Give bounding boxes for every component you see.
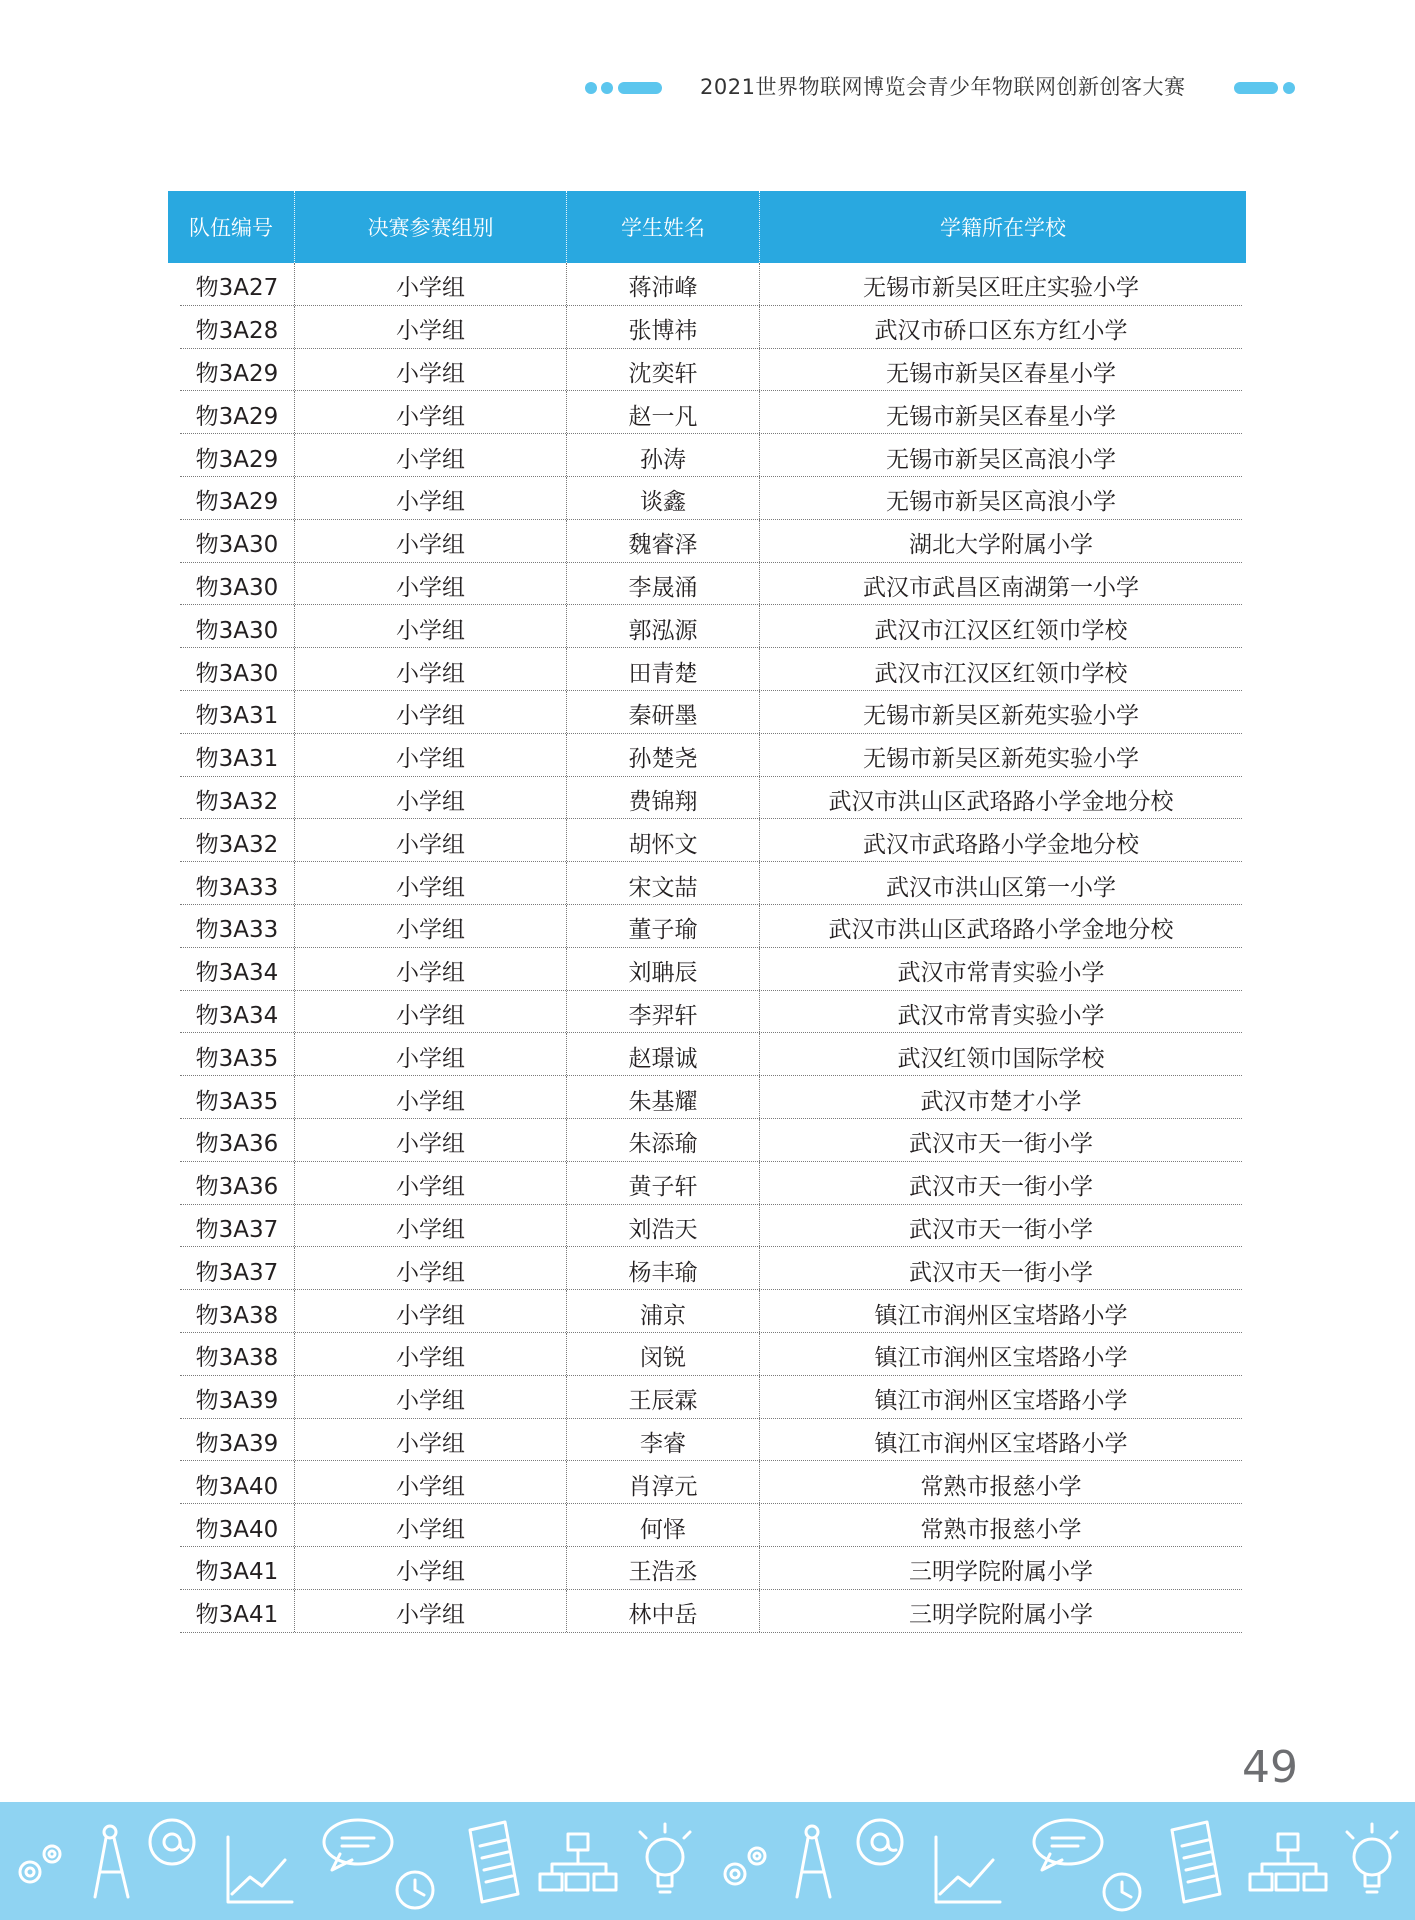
flowchart-icon: [540, 1834, 616, 1890]
cell-school: 无锡市新吴区春星小学: [759, 391, 1242, 433]
cell-student-name: 肖淳元: [566, 1461, 759, 1503]
speech-bubble-icon: [1034, 1820, 1102, 1870]
table-row: [180, 991, 1242, 1034]
cell-school: 武汉市洪山区武珞路小学金地分校: [759, 777, 1242, 819]
cell-student-name: 朱添瑜: [566, 1119, 759, 1161]
cell-school: 无锡市新吴区新苑实验小学: [759, 691, 1242, 733]
cell-team-id: 物3A34: [195, 1002, 279, 1029]
cell-group: 小学组: [294, 734, 566, 776]
cell-school: 武汉市硚口区东方红小学: [759, 306, 1242, 348]
cell-group: 小学组: [294, 1376, 566, 1418]
cell-school: 武汉市洪山区第一小学: [759, 862, 1242, 904]
table-row: [180, 1076, 1242, 1119]
cell-school: 镇江市润州区宝塔路小学: [759, 1376, 1242, 1418]
cell-student-name: 李晟涌: [566, 563, 759, 605]
cell-group: 小学组: [294, 1290, 566, 1332]
cell-school: 武汉市洪山区武珞路小学金地分校: [759, 905, 1242, 947]
at-sign-icon: [150, 1820, 194, 1864]
cell-group: 小学组: [294, 1119, 566, 1161]
cell-school: 武汉市楚才小学: [759, 1076, 1242, 1118]
cell-group: 小学组: [294, 691, 566, 733]
cell-team-id: 物3A33: [195, 917, 279, 944]
cell-school: 无锡市新吴区春星小学: [759, 349, 1242, 391]
cell-team-id: 物3A41: [195, 1602, 279, 1629]
cell-group: 小学组: [294, 905, 566, 947]
table-row: [180, 1033, 1242, 1076]
cell-team-id: 物3A30: [195, 532, 279, 559]
cell-group: 小学组: [294, 1076, 566, 1118]
header-title: 2021世界物联网博览会青少年物联网创新创客大赛: [700, 75, 1186, 99]
table-row: [180, 1504, 1242, 1547]
cell-student-name: 闵锐: [566, 1333, 759, 1375]
cell-school: 无锡市新吴区新苑实验小学: [759, 734, 1242, 776]
table-row: [180, 306, 1242, 349]
cell-group: 小学组: [294, 434, 566, 476]
table-row: [180, 1205, 1242, 1248]
cell-team-id: 物3A32: [195, 788, 279, 815]
cell-group: 小学组: [294, 1033, 566, 1075]
cell-student-name: 王浩丞: [566, 1547, 759, 1589]
cell-student-name: 魏睿泽: [566, 520, 759, 562]
cell-group: 小学组: [294, 1590, 566, 1632]
cell-school: 武汉市天一街小学: [759, 1162, 1242, 1204]
line-chart-icon: [228, 1837, 292, 1902]
cell-group: 小学组: [294, 263, 566, 305]
cell-school: 武汉市江汉区红领巾学校: [759, 605, 1242, 647]
table-row: [180, 1419, 1242, 1462]
cell-team-id: 物3A29: [195, 446, 279, 473]
document-icon: [470, 1822, 518, 1902]
cell-student-name: 浦京: [566, 1290, 759, 1332]
cell-school: 湖北大学附属小学: [759, 520, 1242, 562]
cell-team-id: 物3A38: [195, 1345, 279, 1372]
lightbulb-icon: [640, 1824, 690, 1892]
header-deco-dot: [601, 82, 613, 94]
cell-student-name: 孙涛: [566, 434, 759, 476]
cell-student-name: 张博祎: [566, 306, 759, 348]
clock-icon: [397, 1872, 433, 1908]
cell-team-id: 物3A31: [195, 703, 279, 730]
cell-team-id: 物3A37: [195, 1259, 279, 1286]
cell-team-id: 物3A39: [195, 1388, 279, 1415]
cell-team-id: 物3A30: [195, 617, 279, 644]
cell-group: 小学组: [294, 777, 566, 819]
cell-team-id: 物3A37: [195, 1216, 279, 1243]
cell-team-id: 物3A28: [195, 318, 279, 345]
cell-student-name: 赵璟诚: [566, 1033, 759, 1075]
cell-team-id: 物3A29: [195, 360, 279, 387]
table-row: [180, 862, 1242, 905]
table-row: [180, 391, 1242, 434]
cell-student-name: 谈鑫: [566, 477, 759, 519]
table-row: [180, 1461, 1242, 1504]
cell-group: 小学组: [294, 349, 566, 391]
cell-student-name: 赵一凡: [566, 391, 759, 433]
cell-group: 小学组: [294, 862, 566, 904]
line-chart-icon: [936, 1837, 1000, 1902]
cell-school: 三明学院附属小学: [759, 1590, 1242, 1632]
cell-team-id: 物3A35: [195, 1088, 279, 1115]
cell-group: 小学组: [294, 991, 566, 1033]
table-header: [168, 191, 1246, 263]
cell-group: 小学组: [294, 1162, 566, 1204]
cell-group: 小学组: [294, 1419, 566, 1461]
cell-student-name: 胡怀文: [566, 819, 759, 861]
cell-student-name: 朱基耀: [566, 1076, 759, 1118]
table-row: [180, 1162, 1242, 1205]
col-header-team-id: 队伍编号: [189, 216, 273, 240]
cell-school: 常熟市报慈小学: [759, 1461, 1242, 1503]
cell-group: 小学组: [294, 605, 566, 647]
table-row: [180, 948, 1242, 991]
cell-group: 小学组: [294, 1461, 566, 1503]
cell-school: 武汉市天一街小学: [759, 1119, 1242, 1161]
table-row: [180, 349, 1242, 392]
cell-group: 小学组: [294, 648, 566, 690]
table-row: [180, 477, 1242, 520]
cell-school: 武汉市天一街小学: [759, 1247, 1242, 1289]
flowchart-icon: [1250, 1834, 1326, 1890]
cell-group: 小学组: [294, 1547, 566, 1589]
cell-team-id: 物3A35: [195, 1045, 279, 1072]
cell-student-name: 林中岳: [566, 1590, 759, 1632]
cell-student-name: 李睿: [566, 1419, 759, 1461]
table-row: [180, 819, 1242, 862]
cell-group: 小学组: [294, 1504, 566, 1546]
table-row: [180, 1247, 1242, 1290]
table-row: [180, 734, 1242, 777]
cell-team-id: 物3A34: [195, 960, 279, 987]
table-row: [180, 1119, 1242, 1162]
cell-team-id: 物3A36: [195, 1131, 279, 1158]
cell-student-name: 杨丰瑜: [566, 1247, 759, 1289]
table-row: [180, 563, 1242, 606]
cell-group: 小学组: [294, 1333, 566, 1375]
cell-school: 镇江市润州区宝塔路小学: [759, 1290, 1242, 1332]
gears-icon: [20, 1846, 60, 1882]
cell-student-name: 沈奕轩: [566, 349, 759, 391]
cell-team-id: 物3A29: [195, 403, 279, 430]
table-row: [180, 520, 1242, 563]
compass-icon: [95, 1826, 128, 1897]
cell-school: 镇江市润州区宝塔路小学: [759, 1419, 1242, 1461]
cell-team-id: 物3A31: [195, 746, 279, 773]
cell-school: 无锡市新吴区高浪小学: [759, 477, 1242, 519]
cell-team-id: 物3A40: [195, 1516, 279, 1543]
cell-school: 武汉市常青实验小学: [759, 991, 1242, 1033]
table-row: [180, 777, 1242, 820]
cell-school: 镇江市润州区宝塔路小学: [759, 1333, 1242, 1375]
cell-school: 武汉红领巾国际学校: [759, 1033, 1242, 1075]
cell-school: 常熟市报慈小学: [759, 1504, 1242, 1546]
cell-school: 武汉市常青实验小学: [759, 948, 1242, 990]
compass-icon: [797, 1826, 830, 1897]
cell-team-id: 物3A38: [195, 1302, 279, 1329]
cell-student-name: 秦研墨: [566, 691, 759, 733]
cell-school: 武汉市武昌区南湖第一小学: [759, 563, 1242, 605]
cell-team-id: 物3A27: [195, 275, 279, 302]
lightbulb-icon: [1347, 1824, 1397, 1892]
cell-student-name: 刘浩天: [566, 1205, 759, 1247]
table-row: [180, 648, 1242, 691]
cell-team-id: 物3A30: [195, 660, 279, 687]
table-row: [180, 1590, 1242, 1633]
cell-group: 小学组: [294, 306, 566, 348]
table-body: [168, 263, 1246, 1633]
cell-student-name: 郭泓源: [566, 605, 759, 647]
table-row: [180, 1376, 1242, 1419]
cell-team-id: 物3A36: [195, 1174, 279, 1201]
cell-group: 小学组: [294, 819, 566, 861]
cell-group: 小学组: [294, 563, 566, 605]
cell-school: 三明学院附属小学: [759, 1547, 1242, 1589]
cell-team-id: 物3A29: [195, 489, 279, 516]
cell-team-id: 物3A33: [195, 874, 279, 901]
cell-school: 武汉市武珞路小学金地分校: [759, 819, 1242, 861]
cell-team-id: 物3A32: [195, 831, 279, 858]
speech-bubble-icon: [324, 1820, 392, 1870]
col-header-group: 决赛参赛组别: [294, 191, 566, 263]
cell-team-id: 物3A39: [195, 1430, 279, 1457]
cell-student-name: 李羿轩: [566, 991, 759, 1033]
col-header-school: 学籍所在学校: [759, 191, 1246, 263]
page-number: 49: [1242, 1742, 1298, 1793]
cell-team-id: 物3A40: [195, 1473, 279, 1500]
cell-student-name: 刘聃辰: [566, 948, 759, 990]
table-row: [180, 1333, 1242, 1376]
table-row: [180, 263, 1242, 306]
cell-group: 小学组: [294, 520, 566, 562]
table-row: [180, 605, 1242, 648]
cell-student-name: 何怿: [566, 1504, 759, 1546]
cell-group: 小学组: [294, 391, 566, 433]
cell-student-name: 黄子轩: [566, 1162, 759, 1204]
cell-student-name: 王辰霖: [566, 1376, 759, 1418]
cell-student-name: 蒋沛峰: [566, 263, 759, 305]
cell-school: 武汉市江汉区红领巾学校: [759, 648, 1242, 690]
cell-student-name: 孙楚尧: [566, 734, 759, 776]
header-deco-dot: [585, 82, 597, 94]
table-row: [180, 1290, 1242, 1333]
table-row: [180, 1547, 1242, 1590]
cell-student-name: 宋文喆: [566, 862, 759, 904]
clock-icon: [1104, 1874, 1140, 1910]
cell-student-name: 费锦翔: [566, 777, 759, 819]
col-header-student-name: 学生姓名: [566, 191, 759, 263]
cell-school: 武汉市天一街小学: [759, 1205, 1242, 1247]
header-deco-bar: [618, 82, 662, 94]
cell-team-id: 物3A41: [195, 1559, 279, 1586]
footer-band: [0, 1802, 1415, 1920]
cell-school: 无锡市新吴区旺庄实验小学: [759, 263, 1242, 305]
cell-student-name: 田青楚: [566, 648, 759, 690]
cell-student-name: 董子瑜: [566, 905, 759, 947]
table-row: [180, 905, 1242, 948]
cell-group: 小学组: [294, 1247, 566, 1289]
cell-group: 小学组: [294, 948, 566, 990]
table-row: [180, 434, 1242, 477]
header-deco-dot: [1283, 82, 1295, 94]
document-icon: [1172, 1822, 1220, 1902]
cell-group: 小学组: [294, 1205, 566, 1247]
table-row: [180, 691, 1242, 734]
gears-icon: [725, 1848, 765, 1884]
header-deco-bar: [1234, 82, 1278, 94]
cell-team-id: 物3A30: [195, 574, 279, 601]
roster-table: [168, 191, 1246, 1633]
cell-school: 无锡市新吴区高浪小学: [759, 434, 1242, 476]
cell-group: 小学组: [294, 477, 566, 519]
at-sign-icon: [858, 1820, 902, 1864]
